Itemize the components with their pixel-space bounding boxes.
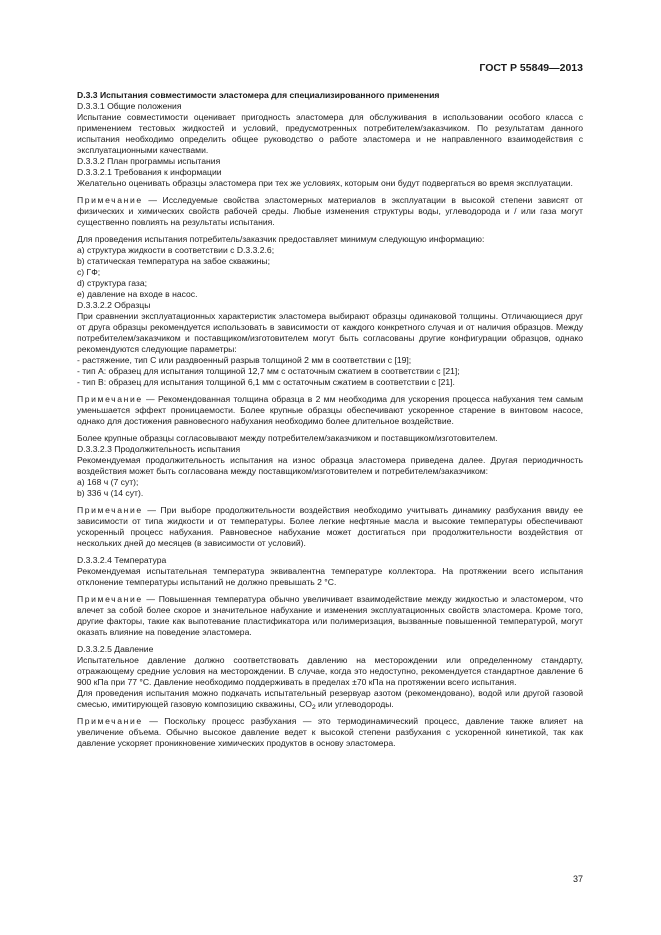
subscript: 2 xyxy=(311,704,316,711)
section-heading xyxy=(77,90,583,101)
subsection-heading: D.3.3.2.1 Требования к информации xyxy=(77,167,222,177)
list-item: - тип А: образец для испытания толщиной 12,7 мм с остаточным сжатием в соответствии с [21]; xyxy=(77,366,460,376)
note xyxy=(77,394,583,427)
paragraph: Более крупные образцы согласовывают между потребителем/заказчиком и поставщиком/изготовителем. xyxy=(77,433,498,443)
list-item: b) статическая температура на забое скважины; xyxy=(77,256,270,266)
paragraph: Испытательное давление должно соответствовать давлению на месторождении или определенному стандарту, отражающему средние условия на месторождении. В случае, когда это недоступно, рекомендуется стандартное давление 6 900 кПа при 77 °С. Давление необходимо поддерживать в пределах ±70 кПа на протяжении всего испытания. xyxy=(77,655,583,687)
list-item: - тип В: образец для испытания толщиной 6,1 мм с остаточным сжатием в соответствии с [21]. xyxy=(77,377,455,387)
note-label: Примечание xyxy=(77,195,143,205)
note-label: Примечание xyxy=(77,716,143,726)
list-item: c) ГФ; xyxy=(77,267,101,277)
note xyxy=(77,195,583,228)
standard-header: ГОСТ Р 55849—2013 xyxy=(479,62,583,74)
paragraph: Для проведения испытания потребитель/заказчик предоставляет минимум следующую информацию: xyxy=(77,234,485,244)
page-content xyxy=(77,90,583,749)
note-label: Примечание xyxy=(77,505,143,515)
section-number: D.3.3 xyxy=(77,90,98,100)
list-item: a) структура жидкости в соответствии с D.3.3.2.6; xyxy=(77,245,275,255)
note-text: — Повышенная температура обычно увеличивает взаимодействие между жидкостью и эластомером, что влечет за собой более скорое и значительное набухание и изменения эксплуатационных свойств эластомера. Кроме того, другие факторы, такие как выпотевание пластификатора или полимеризация, вызванные повышенной температурой, могут оказать влияние на поведение эластомера. xyxy=(77,594,583,637)
list-item: e) давление на входе в насос. xyxy=(77,289,198,299)
note-text: — Исследуемые свойства эластомерных материалов в эксплуатации в высокой степени зависят от физических и химических свойств рабочей среды. Любые изменения структуры воды, углеводорода и / или газа могут существенно повлиять на результаты испытания. xyxy=(77,195,583,227)
subsection-heading: D.3.3.2 План программы испытания xyxy=(77,156,221,166)
paragraph: Испытание совместимости оценивает пригодность эластомера для обслуживания в использовании особого класса с применением тестовых жидкостей и условий, предусмотренных потребителем/заказчиком. По результатам данного испытания необходимо определить общее руководство о работе эластомера и не направленного взаимодействия с эксплуатационными качествами. xyxy=(77,112,583,155)
list-item: - растяжение, тип С или раздвоенный разрыв толщиной 2 мм в соответствии с [19]; xyxy=(77,355,412,365)
paragraph: Рекомендуемая продолжительность испытания на износ образца эластомера приведена далее. Другая периодичность воздействия может быть согласована между поставщиком/изготовителем и потребителем/заказчиком: xyxy=(77,455,583,476)
note xyxy=(77,594,583,638)
paragraph: Рекомендуемая испытательная температура эквивалентна температуре коллектора. На протяжении всего испытания отклонение температуры испытаний не должно превышать 2 °С. xyxy=(77,566,583,587)
note-label: Примечание xyxy=(77,594,143,604)
paragraph: Желательно оценивать образцы эластомера при тех же условиях, которым они будут подвергаться во время эксплуатации. xyxy=(77,178,573,188)
paragraph-text: Для проведения испытания можно подкачать испытательный резервуар азотом (рекомендовано), водой или другой газовой смесью, имитирующей газовую композицию скважины, CO xyxy=(77,688,583,709)
note-text: — Рекомендованная толщина образца в 2 мм необходима для ускорения процесса набухания тем самым уменьшается эффект проницаемости. Более крупные образцы обеспечивают ускоренное старение в винтовом насосе, однако для достижения равновесного набухания необходимо более длительное воздействие. xyxy=(77,394,583,426)
note xyxy=(77,505,583,549)
paragraph xyxy=(77,688,583,710)
page-number: 37 xyxy=(572,874,583,884)
list-item: b) 336 ч (14 сут). xyxy=(77,488,144,498)
subsection-heading: D.3.3.1 Общие положения xyxy=(77,101,182,111)
list-item: d) структура газа; xyxy=(77,278,148,288)
note-text: — Поскольку процесс разбухания — это термодинамический процесс, давление также влияет на увеличение объема. Обычно высокое давление ведет к высокой степени разбухания с ускоренной кинетикой, так как давление ускоряет проникновение химических продуктов в основу эластомера. xyxy=(77,716,583,748)
subsection-heading: D.3.3.2.4 Температура xyxy=(77,555,167,565)
paragraph-text: или углеводороды. xyxy=(315,699,394,709)
note xyxy=(77,716,583,749)
note-label: Примечание xyxy=(77,394,143,404)
note-text: — При выборе продолжительности воздействия необходимо учитывать динамику разбухания ввиду ее зависимости от типа жидкости и от температуры. Более легкие нефтяные масла и высокие температуры обеспечивают ускоренный процесс набухания. Равновесное набухание может достигаться при продолжительности воздействия от нескольких дней до месяцев (в зависимости от условий). xyxy=(77,505,583,548)
subsection-heading: D.3.3.2.2 Образцы xyxy=(77,300,151,310)
subsection-heading: D.3.3.2.3 Продолжительность испытания xyxy=(77,444,241,454)
paragraph: При сравнении эксплуатационных характеристик эластомера выбирают образцы одинаковой толщины. Отличающиеся друг от друга образцы рекомендуется использовать в зависимости от каждого конкретного случая и от наличия образцов. Между потребителем/заказчиком и поставщиком/изготовителем могут быть согласованы другие конфигурации образцов, однако рекомендуются следующие параметры: xyxy=(77,311,583,354)
list-item: a) 168 ч (7 сут); xyxy=(77,477,139,487)
subsection-heading: D.3.3.2.5 Давление xyxy=(77,644,154,654)
section-title: Испытания совместимости эластомера для специализированного применения xyxy=(99,90,440,100)
